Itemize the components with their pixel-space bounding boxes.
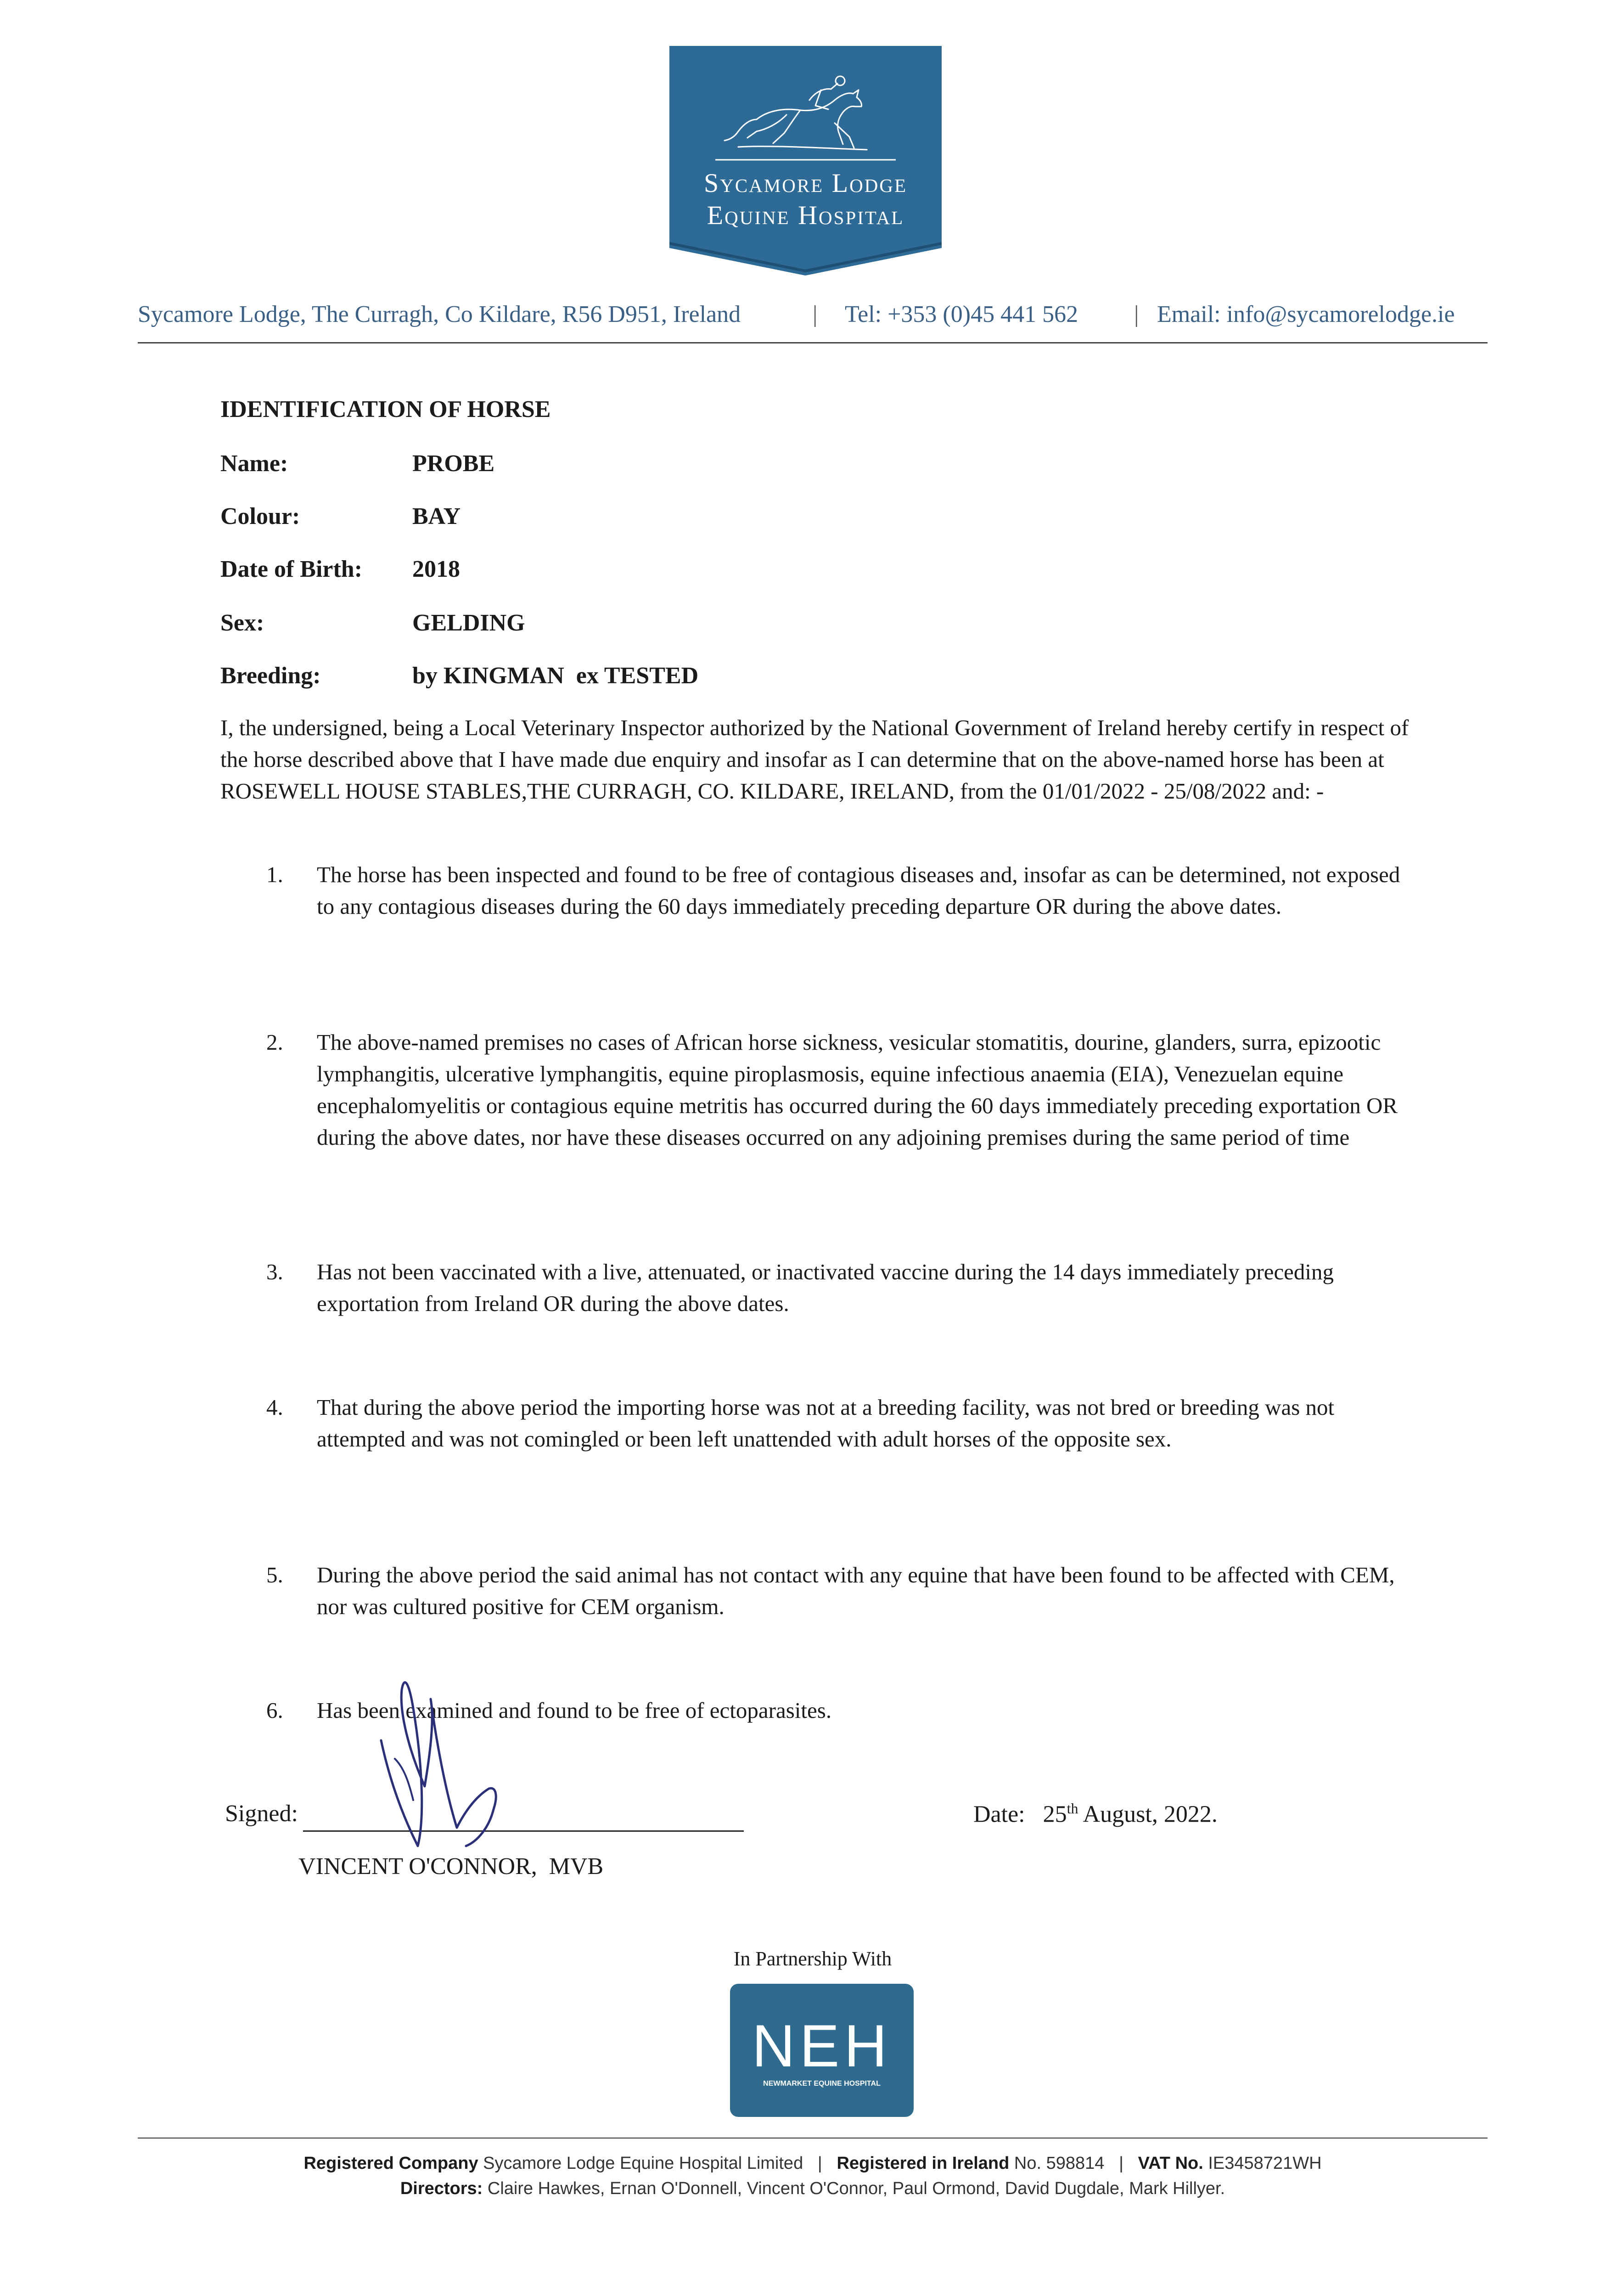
logo-title-line1: Sycamore Lodge	[703, 168, 908, 198]
reg-ireland-label: Registered in Ireland	[837, 2154, 1010, 2173]
footer-registration	[138, 2154, 1488, 2173]
item-number: 5.	[266, 1562, 283, 1587]
logo-title-line2: Equine Hospital	[707, 200, 904, 230]
neh-logo	[730, 1984, 914, 2117]
item-text: The above-named premises no cases of African horse sickness, vesicular stomatitis, dourine, glanders, surra, epizootic lymphangitis, ulcerative lymphangitis, equine piroplasmosis, equine infectious anaemia (EIA), Venezuelan equine encephalomyelitis or contagious equine metritis has occurred during the 60 days immediately preceding exportation OR during the above dates, nor have these diseases occurred on any adjoining premises during the same period of time	[317, 1030, 1398, 1150]
field-value: BAY	[412, 503, 461, 529]
field-label: Sex:	[220, 610, 264, 636]
field-value: by KINGMAN ex TESTED	[412, 663, 699, 689]
reg-company-label: Registered Company	[303, 2154, 478, 2173]
vat-label: VAT No.	[1138, 2154, 1203, 2173]
item-number: 2.	[266, 1030, 283, 1055]
neh-logo-subtext: NEWMARKET EQUINE HOSPITAL	[763, 2080, 881, 2088]
signer-name: VINCENT O'CONNOR, MVB	[298, 1853, 604, 1880]
directors-label: Directors:	[400, 2179, 483, 2198]
field-label: Name:	[220, 450, 288, 477]
reg-ireland-value: No. 598814	[1014, 2154, 1105, 2173]
item-number: 3.	[266, 1259, 283, 1284]
handwritten-signature	[340, 1671, 505, 1883]
reg-company-value: Sycamore Lodge Equine Hospital Limited	[483, 2154, 803, 2173]
logo-shield	[669, 46, 942, 276]
signature-date	[973, 1800, 1218, 1828]
item-number: 6.	[266, 1698, 283, 1723]
telephone-text: Tel: +353 (0)45 441 562	[845, 301, 1078, 327]
field-label: Colour:	[220, 503, 300, 529]
header-divider	[138, 342, 1488, 343]
footer-separator: |	[1119, 2154, 1123, 2173]
contact-separator: |	[1134, 301, 1139, 327]
item-number: 1.	[266, 862, 283, 887]
item-text: Has not been vaccinated with a live, attenuated, or inactivated vaccine during the 14 days immediately preceding exportation from Ireland OR during the above dates.	[317, 1259, 1334, 1316]
date-ordinal: th	[1067, 1800, 1078, 1817]
date-prefix: Date: 25	[973, 1801, 1067, 1828]
field-label: Date of Birth:	[220, 556, 363, 582]
vat-value: IE3458721WH	[1208, 2154, 1322, 2173]
neh-logo-text: NEH	[752, 2012, 892, 2079]
item-number: 4.	[266, 1395, 283, 1420]
footer-separator: |	[817, 2154, 822, 2173]
email-link[interactable]: Email: info@sycamorelodge.ie	[1157, 301, 1455, 327]
address-text: Sycamore Lodge, The Curragh, Co Kildare, R56 D951, Ireland	[138, 301, 741, 327]
partnership-label: In Partnership With	[733, 1947, 892, 1970]
item-text: That during the above period the importing horse was not at a breeding facility, was not bred or breeding was not attempted and was not comingled or been left unattended with adult horses of the opposite sex.	[317, 1395, 1335, 1452]
field-label: Breeding:	[220, 663, 321, 689]
item-text: The horse has been inspected and found to be free of contagious diseases and, insofar as can be determined, not exposed to any contagious diseases during the 60 days immediately preceding departure OR during the above dates.	[317, 862, 1400, 919]
field-value: 2018	[412, 556, 460, 582]
identification-heading: IDENTIFICATION OF HORSE	[220, 396, 551, 422]
signed-label: Signed:	[225, 1801, 298, 1827]
date-suffix: August, 2022.	[1078, 1801, 1218, 1828]
field-value: GELDING	[412, 610, 525, 636]
directors-value: Claire Hawkes, Ernan O'Donnell, Vincent O'Connor, Paul Ormond, David Dugdale, Mark Hillyer.	[487, 2179, 1225, 2198]
item-text: During the above period the said animal has not contact with any equine that have been found to be affected with CEM, nor was cultured positive for CEM organism.	[317, 1562, 1395, 1619]
field-value: PROBE	[412, 450, 495, 477]
contact-separator: |	[813, 301, 818, 327]
contact-line	[138, 301, 1488, 333]
footer-directors	[138, 2179, 1488, 2199]
hospital-logo	[669, 46, 942, 276]
item-text: Has been examined and found to be free of ectoparasites.	[317, 1698, 832, 1723]
certification-paragraph: I, the undersigned, being a Local Veterinary Inspector authorized by the National Government of Ireland hereby certify in respect of the horse described above that I have made due enquiry and insofar as I can determine that on the above-named horse has been at ROSEWELL HOUSE STABLES,THE CURRAGH, CO. KILDARE, IRELAND, from the 01/01/2022 - 25/08/2022 and: -	[220, 715, 1409, 804]
